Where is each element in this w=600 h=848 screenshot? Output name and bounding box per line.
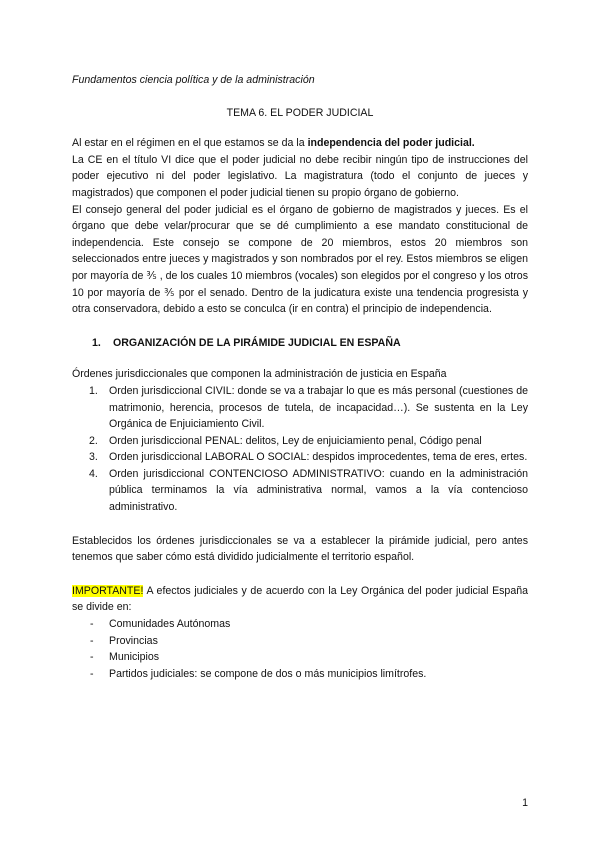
list-item <box>72 466 528 516</box>
piramide-paragraph: Establecidos los órdenes jurisdiccionales se va a establecer la pirámide judicial, pero antes tenemos que saber cómo está dividido judicialmente el territorio español. <box>72 534 528 564</box>
section-heading <box>72 335 528 352</box>
dash-bullet: - <box>90 618 94 631</box>
list-item-number: 1. <box>89 384 98 397</box>
document-header: Fundamentos ciencia política y de la administración <box>72 74 315 86</box>
list-item <box>72 449 528 466</box>
list-item-number: 4. <box>89 467 98 480</box>
list-item <box>72 666 528 683</box>
intro-lead: Al estar en el régimen en el que estamos se da la <box>72 137 308 150</box>
list-item <box>72 633 528 650</box>
ordenes-intro: Órdenes jurisdiccionales que componen la administración de justicia en España <box>72 368 447 381</box>
list-item <box>72 383 528 433</box>
intro-bold: independencia del poder judicial. <box>307 137 475 150</box>
list-item-text: Orden jurisdiccional CONTENCIOSO ADMINISTRATIVO: cuando en la administración pública terminamos la vía administrativa normal, vamos a la vía contencioso administrativo. <box>109 467 528 514</box>
list-item-text: Municipios <box>109 651 160 664</box>
list-item <box>72 649 528 666</box>
intro-paragraph-3: El consejo general del poder judicial es el órgano de gobierno de magistrados y jueces. Es el órgano que debe velar/procurar que se dé cumplimiento a ese mandato constitucional de independencia. Este consejo se compone de 20 miembros, estos 20 miembros son seleccionados entre jueces y magistrados y son nombrados por el rey. Estos miembros se eligen por mayoría de ⅗ , de los cuales 10 miembros (vocales) son elegidos por el congreso y los otros 10 por mayoría de ⅗ por el senado. Dentro de la judicatura existe una tendencia progresista y otra conservadora, debido a esto se conculca (ir en contra) el principio de independencia. <box>72 203 528 316</box>
importante-highlight: IMPORTANTE! <box>72 584 144 597</box>
section-title: ORGANIZACIÓN DE LA PIRÁMIDE JUDICIAL EN ESPAÑA <box>113 336 401 349</box>
dash-bullet: - <box>90 651 94 664</box>
list-item-text: Partidos judiciales: se compone de dos o más municipios limítrofes. <box>109 667 427 680</box>
dash-bullet: - <box>90 634 94 647</box>
divisiones-list <box>72 616 528 682</box>
importante-paragraph <box>72 583 528 616</box>
page-number: 1 <box>522 797 528 809</box>
section-number: 1. <box>92 336 101 349</box>
list-item-text: Provincias <box>109 634 158 647</box>
page-title: TEMA 6. EL PODER JUDICIAL <box>226 106 374 119</box>
list-item-text: Orden jurisdiccional PENAL: delitos, Ley de enjuiciamiento penal, Código penal <box>109 434 482 447</box>
list-item <box>72 433 528 450</box>
list-item-text: Orden jurisdiccional LABORAL O SOCIAL: despidos improcedentes, tema de eres, ertes. <box>109 451 528 464</box>
list-item-number: 2. <box>89 434 98 447</box>
importante-text: A efectos judiciales y de acuerdo con la Ley Orgánica del poder judicial España se divide en: <box>72 584 528 614</box>
dash-bullet: - <box>90 667 94 680</box>
intro-paragraph-1 <box>72 135 528 152</box>
ordenes-list <box>72 383 528 516</box>
list-item-text: Comunidades Autónomas <box>109 618 231 631</box>
list-item-text: Orden jurisdiccional CIVIL: donde se va a trabajar lo que es más personal (cuestiones de matrimonio, herencia, procesos de tutela, de incapacidad…). Se sustenta en la Ley Orgánica de Enjuiciamiento Civil. <box>109 384 528 431</box>
list-item <box>72 616 528 633</box>
list-item-number: 3. <box>89 451 98 464</box>
intro-paragraph-2: La CE en el título VI dice que el poder judicial no debe recibir ningún tipo de instrucciones del poder ejecutivo ni del poder legislativo. La magistratura (todo el conjunto de jueces y magistrados) que componen el poder judicial tienen su propio órgano de gobierno. <box>72 153 528 199</box>
